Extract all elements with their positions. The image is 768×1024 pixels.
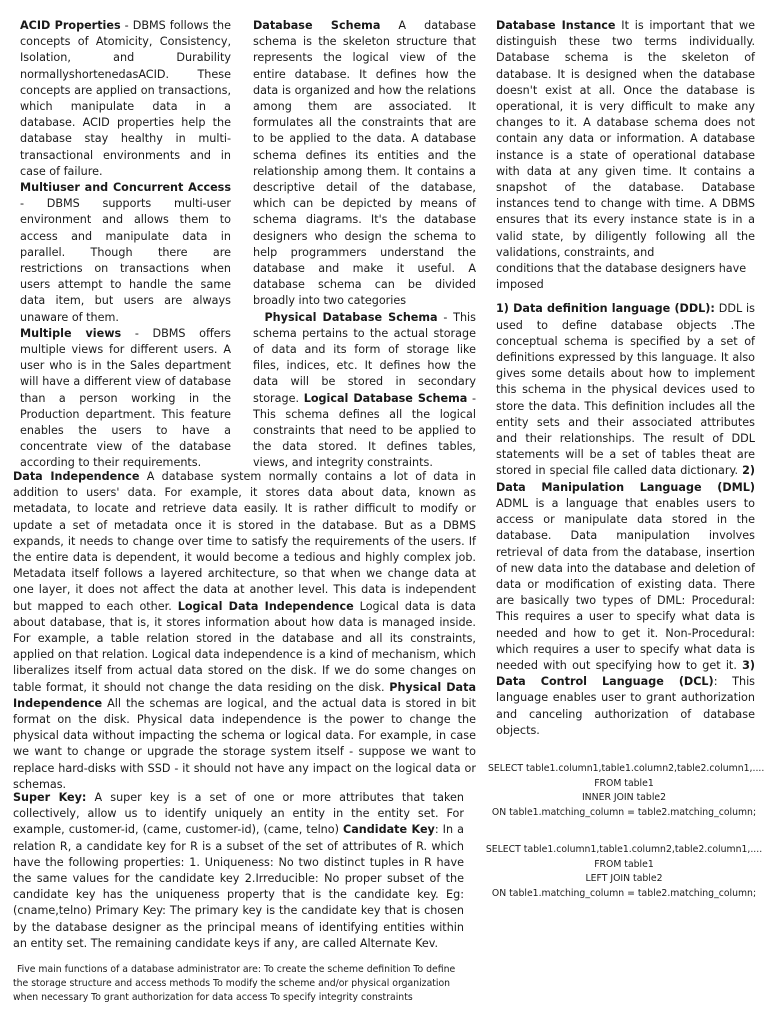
keys-paragraph [13, 790, 464, 952]
sql-line: SELECT table1.column1,table1.column2,table2.column1,.... [488, 763, 765, 774]
physical-schema-text: - This schema pertains to the actual storage of data and its form of storage like files, indices, etc. It defines how the data will be stored in secondary storage. [253, 310, 476, 405]
physical-independence-text: All the schemas are logical, and the actual data is stored in bit format on the disk. Physical data independence is the power to change the physical data without impacting the schema or logical data. For example, in case we want to change or upgrade the storage system itself - suppose we want to replace hard-disks with SSD - it should not have any impact on the logical data or schemas. [13, 696, 476, 791]
keys-section [13, 790, 464, 952]
sql-line: INNER JOIN table2 [581, 792, 667, 803]
logical-independence-heading: Logical Data Independence [177, 599, 354, 613]
views-text: - DBMS offers multiple views for different users. A user who is in the Sales department will have a different view of database than a person working in the Production department. This feature enables the users to have a concentrate view of the database according to their requirements. [20, 326, 231, 470]
sql-line: FROM table1 [594, 858, 654, 870]
sql-line: SELECT table1.column1,table1.column2,table2.column1,.... [485, 844, 763, 855]
ddl-text: DDL is used to define database objects .The conceptual schema is specified by a set of definitions expressed by this language. It also gives some details about how to implement this schema in the physical devices used to store the data. This definition includes all the entity sets and their associated attributes and their relationships. The result of DDL statements will be a set of tables theat are stored in special file called data dictionary. [496, 302, 755, 478]
column-left [20, 18, 231, 472]
instance-heading: Database Instance [496, 19, 616, 32]
schema-heading: Database Schema [253, 19, 381, 32]
dcl-heading: 3) Data Control Language (DCL) [496, 658, 755, 689]
dcl-text: : This language enables user to grant authorization and canceling authorization of database objects. [496, 675, 756, 737]
instance-paragraph [496, 18, 755, 261]
data-independence-section [13, 469, 476, 793]
acid-text: - DBMS follows the concepts of Atomicity, Consistency, Isolation, and Durability normallyshortenedasACID. These concepts are applied on transactions, which manipulate data in a database. ACID properties help the database stay healthy in multi-transactional environments and in case of failure. [20, 19, 231, 178]
physical-schema-paragraph [253, 310, 476, 472]
column-middle [253, 18, 476, 472]
schema-paragraph [253, 18, 476, 310]
views-heading: Multiple views [20, 326, 122, 340]
sql-line: LEFT JOIN table2 [585, 873, 663, 884]
super-key-text: A super key is a set of one or more attributes that taken collectively, allow us to identify uniquely an entity in the entity set. For example, customer-id, (came, customer-id), (came, telno) [13, 791, 464, 837]
data-independence-heading: Data Independence [13, 470, 140, 483]
sql-line: ON table1.matching_column = table2.matching_column; [491, 806, 757, 818]
dml-text: ADML is a language that enables users to access or manipulate data stored in the database. Data manipulation involves retrieval of data from the database, insertion of new data into the database and deletion of data or modification of existing data. There are basically two types of DML: Procedural: This requires a user to specify what data is needed and how to get it. Non-Procedural: which requires a user to specify what data is needed with out specifying how to get it. [496, 496, 755, 672]
super-key-heading: Super Key: [13, 791, 87, 804]
candidate-key-heading: Candidate Key [343, 823, 435, 837]
inner-join-snippet [488, 762, 765, 820]
data-independence-text: A database system normally contains a lot of data in addition to users' data. For example, it stores data about data, known as metadata, to locate and retrieve data easily. It is rather difficult to modify or update a set of metadata once it is stored in the database. But as a DBMS expands, it needs to change over time to satisfy the requirements of the users. If the entire data is dependent, it would become a tedious and highly complex job. Metadata itself follows a layered architecture, so that when we change data at one layer, it does not affect the data at another level. This data is independent but mapped to each other. [13, 470, 476, 613]
physical-independence-heading: Physical Data Independence [13, 680, 476, 710]
data-independence-paragraph [13, 469, 476, 793]
physical-schema-heading: Physical Database Schema [264, 310, 438, 324]
candidate-key-text: : In a relation R, a candidate key for R is a subset of the set of attributes of R. which have the following properties: 1. Uniqueness: No two distinct tuples in R have the same values for the candidate key 2.Irreducible: No proper subset of the candidate key has the uniqueness property that is the candidate key. Eg: (cname,telno) Primary Key: The primary key is the candidate key that is chosen by the database designer as the principal means of identifying entities within an entity set. The remaining candidate keys if any, are called Alternate Kev. [13, 823, 464, 950]
views-paragraph [20, 326, 231, 472]
dba-functions-text: Five main functions of a database administrator are: To create the scheme definition To define the storage structure and access methods To modify the scheme and/or physical organization when necessary To grant authorization for data access To specify integrity constraints [13, 964, 456, 1003]
logical-schema-heading: Logical Database Schema [303, 391, 468, 405]
logical-schema-text: - This schema defines all the logical constraints that need to be applied to the data stored. It defines tables, views, and integrity constraints. [253, 391, 477, 470]
multiuser-text: - DBMS supports multi-user environment and allows them to access and manipulate data in parallel. Though there are restrictions on transactions when users attempt to handle the same data item, but users are always unaware of them. [20, 197, 231, 324]
logical-independence-text: Logical data is data about database, that is, it stores information about how data is managed inside. For example, a table relation stored in the database and all its constraints, applied on that relation. Logical data independence is a kind of mechanism, which liberalizes itself from actual data stored on the disk. If we do some changes on table format, it should not change the data residing on the disk. [13, 599, 477, 694]
acid-heading: ACID Properties [20, 19, 121, 32]
languages-paragraph [496, 301, 755, 738]
left-join-snippet [484, 843, 764, 901]
multiuser-paragraph [20, 180, 231, 326]
sql-line: ON table1.matching_column = table2.matching_column; [491, 887, 757, 899]
acid-paragraph [20, 18, 231, 180]
multiuser-heading: Multiuser and Concurrent Access [20, 181, 231, 195]
sql-line: FROM table1 [594, 777, 654, 789]
dml-heading: 2) Data Manipulation Language (DML) [496, 464, 755, 494]
column-right [496, 18, 755, 739]
instance-tail: conditions that the database designers have imposed [496, 262, 747, 292]
dba-functions-note [13, 963, 465, 1005]
ddl-heading: 1) Data definition language (DDL): [496, 302, 715, 316]
instance-text: It is important that we distinguish these two terms individually. Database schema is the skeleton of database. It is designed when the database doesn't exist at all. Once the database is operational, it is very difficult to make any changes to it. A database schema does not contain any data or information. A database instance is a state of operational database with data at any given time. It contains a snapshot of the database. Database instances tend to change with time. A DBMS ensures that its every instance state is in a valid state, by diligently following all the validations, constraints, and [496, 19, 755, 259]
schema-text: A database schema is the skeleton structure that represents the logical view of the entire database. It defines how the data is organized and how the relations among them are associated. It formulates all the constraints that are to be applied to the data. A database schema defines its entities and the relationship among them. It contains a descriptive detail of the database, which can be depicted by means of schema diagrams. It's the database designers who design the schema to help programmers understand the database and make it useful. A database schema can be divided broadly into two categories [253, 19, 476, 308]
spacer [496, 293, 755, 301]
